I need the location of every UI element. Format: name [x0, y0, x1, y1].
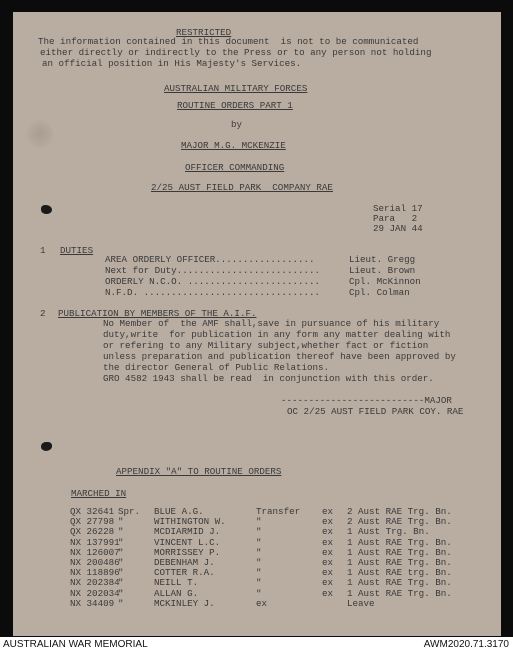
marched-in-heading: MARCHED IN: [71, 488, 127, 499]
officer-name: MAJOR M.G. MCKENZIE: [181, 140, 286, 151]
table-cell-mode: ": [256, 577, 262, 589]
notice-line-2: either directly or indirectly to the Press or to any person not holding: [40, 47, 432, 58]
duty-row-label: Next for Duty..........................: [105, 265, 321, 276]
notice-line-3: an official position in His Majesty's Services.: [42, 58, 302, 69]
table-cell-unit: 1 Aust Trg. Bn.: [347, 526, 430, 538]
publication-line: the director General of Public Relations.: [103, 362, 330, 373]
table-cell-rank: ": [118, 546, 124, 558]
table-cell-unit: Leave: [347, 597, 375, 609]
table-cell-no: NX 200486: [70, 557, 120, 568]
duty-row-value: Cpl. McKinnon: [349, 276, 421, 287]
table-cell-no: NX 118896: [70, 567, 120, 579]
notice-line-1: The information contained in this document is not to be communicated: [38, 36, 419, 47]
table-cell-rank: ": [118, 536, 124, 548]
table-cell-mode: ": [256, 567, 262, 579]
table-cell-unit: 1 Aust RAE Trg. Bn.: [347, 536, 452, 548]
table-cell-rank: ": [118, 597, 124, 609]
punch-hole-mark-upper: [41, 205, 52, 214]
table-cell-from: ex: [322, 506, 334, 517]
table-cell-unit: 2 Aust RAE Trg. Bn.: [347, 506, 452, 517]
table-cell-unit: 1 Aust RAE Trg. Bn.: [347, 546, 452, 558]
table-cell-mode: ex: [256, 597, 268, 609]
unit-title: 2/25 AUST FIELD PARK COMPANY RAE: [151, 182, 333, 193]
duty-row-label: N.F.D. ................................: [105, 287, 321, 298]
table-cell-no: NX 202384: [70, 577, 120, 589]
table-cell-mode: ": [256, 546, 262, 558]
publication-line: or refering to any Military subject,whether fact or fiction: [103, 340, 429, 351]
table-cell-rank: ": [118, 577, 124, 589]
restricted-label: RESTRICTED: [176, 27, 232, 38]
table-cell-name: MORRISSEY P.: [154, 546, 221, 558]
table-cell-unit: 1 Aust RAE Trg. Bn.: [347, 577, 452, 589]
table-cell-from: ex: [322, 536, 334, 548]
publication-line: GRO 4582 1943 shall be read in conjunction with this order.: [103, 373, 434, 384]
duties-heading: DUTIES: [60, 245, 94, 256]
table-cell-from: ex: [322, 526, 334, 538]
table-cell-from: ex: [322, 587, 334, 599]
table-cell-from: ex: [322, 516, 334, 528]
table-cell-name: NEILL T.: [154, 577, 199, 589]
table-cell-name: MCKINLEY J.: [154, 597, 215, 609]
table-cell-unit: 1 Aust RAE Trg. Bn.: [347, 587, 452, 599]
officer-role: OFFICER COMMANDING: [185, 162, 285, 173]
document-page: [13, 12, 501, 636]
serial-number: Serial 17: [373, 203, 423, 214]
table-cell-unit: 1 Aust RAE trg. Bn.: [347, 567, 452, 579]
archive-caption: [0, 637, 513, 653]
duty-row-value: Lieut. Brown: [349, 265, 416, 276]
table-cell-unit: 2 Aust RAE Trg. Bn.: [347, 516, 452, 528]
table-cell-mode: ": [256, 526, 262, 538]
publication-line: duty,write for publication in any form any matter dealing with: [103, 329, 451, 340]
appendix-heading: APPENDIX "A" TO ROUTINE ORDERS: [116, 466, 282, 477]
table-cell-no: QX 26228: [70, 526, 115, 538]
table-cell-mode: Transfer: [256, 506, 301, 517]
table-cell-name: ALLAN G.: [154, 587, 199, 599]
archive-reference: AWM2020.71.3170: [423, 639, 509, 650]
table-cell-mode: ": [256, 557, 262, 568]
table-cell-name: MCDIARMID J.: [154, 526, 221, 538]
table-cell-no: NX 202034: [70, 587, 120, 599]
table-cell-no: NX 126007: [70, 546, 120, 558]
table-cell-rank: ": [118, 557, 124, 568]
table-cell-mode: ": [256, 516, 262, 528]
table-cell-no: NX 137991: [70, 536, 120, 548]
duty-row-value: Cpl. Colman: [349, 287, 410, 298]
section-number-publication: 2: [40, 308, 46, 319]
duty-row-value: Lieut. Gregg: [349, 254, 416, 265]
punch-hole-mark-lower: [41, 442, 52, 451]
table-cell-from: ex: [322, 557, 334, 568]
table-cell-mode: ": [256, 587, 262, 599]
table-cell-from: ex: [322, 546, 334, 558]
publication-line: unless preparation and publication thereof have been approved by: [103, 351, 456, 362]
table-cell-name: VINCENT L.C.: [154, 536, 221, 548]
para-number: Para 2: [373, 213, 418, 224]
table-cell-rank: ": [118, 526, 124, 538]
duty-row-label: AREA ORDERLY OFFICER..................: [105, 254, 315, 265]
orders-title: ROUTINE ORDERS PART 1: [177, 100, 293, 111]
table-cell-rank: ": [118, 587, 124, 599]
order-date: 29 JAN 44: [373, 223, 423, 234]
force-title: AUSTRALIAN MILITARY FORCES: [164, 83, 308, 94]
signature-line: --------------------------MAJOR: [281, 395, 452, 406]
table-cell-from: ex: [322, 567, 334, 579]
publication-line: No Member of the AMF shall,save in pursuance of his military: [103, 318, 440, 329]
table-cell-name: DEBENHAM J.: [154, 557, 215, 568]
table-cell-name: WITHINGTON W.: [154, 516, 226, 528]
table-cell-rank: ": [118, 516, 124, 528]
archive-name: AUSTRALIAN WAR MEMORIAL: [3, 639, 148, 650]
section-number-duties: 1: [40, 245, 46, 256]
table-cell-name: BLUE A.G.: [154, 506, 204, 517]
table-cell-no: NX 34409: [70, 597, 115, 609]
table-cell-no: QX 32641: [70, 506, 115, 517]
table-cell-no: QX 27798: [70, 516, 115, 528]
table-cell-rank: Spr.: [118, 506, 141, 517]
table-cell-unit: 1 Aust RAE Trg. Bn.: [347, 557, 452, 568]
signature-block: OC 2/25 AUST FIELD PARK COY. RAE: [287, 406, 464, 417]
publication-heading: PUBLICATION BY MEMBERS OF THE A.I.F.: [58, 308, 257, 319]
table-cell-rank: ": [118, 567, 124, 579]
punch-hole-top: [27, 120, 53, 148]
duty-row-label: ORDERLY N.C.O. ........................: [105, 276, 321, 287]
table-cell-name: COTTER R.A.: [154, 567, 215, 579]
table-cell-from: ex: [322, 577, 334, 589]
by-label: by: [231, 119, 243, 130]
table-cell-mode: ": [256, 536, 262, 548]
